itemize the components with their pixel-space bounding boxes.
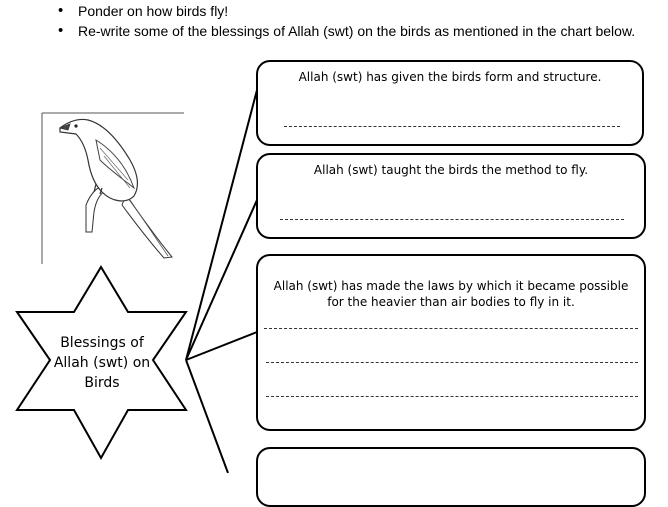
instruction-item: • Re-write some of the blessings of Allah (swt) on the birds as mentioned in the chart below.: [58, 21, 635, 41]
blessing-box: [256, 153, 646, 239]
blessing-text: Allah (swt) taught the birds the method to fly.: [313, 163, 589, 177]
answer-line[interactable]: [266, 362, 638, 363]
connector-line: [186, 360, 228, 473]
answer-line[interactable]: [284, 126, 620, 127]
answer-line[interactable]: [280, 219, 624, 220]
bird-illustration: [42, 113, 184, 264]
blessing-box: [256, 60, 644, 146]
blessing-box: [256, 447, 646, 507]
blessing-box: [256, 254, 646, 431]
answer-line[interactable]: [266, 396, 638, 397]
star-center-label: Blessings of Allah (swt) on Birds: [53, 335, 151, 391]
answer-line[interactable]: [264, 328, 638, 329]
blessing-text: Allah (swt) has made the laws by which it became possible for the heavier than air bodies to fly in it.: [273, 279, 629, 309]
blessing-text: Allah (swt) has given the birds form and structure.: [298, 70, 602, 84]
instruction-item: • Ponder on how birds fly!: [58, 1, 635, 21]
